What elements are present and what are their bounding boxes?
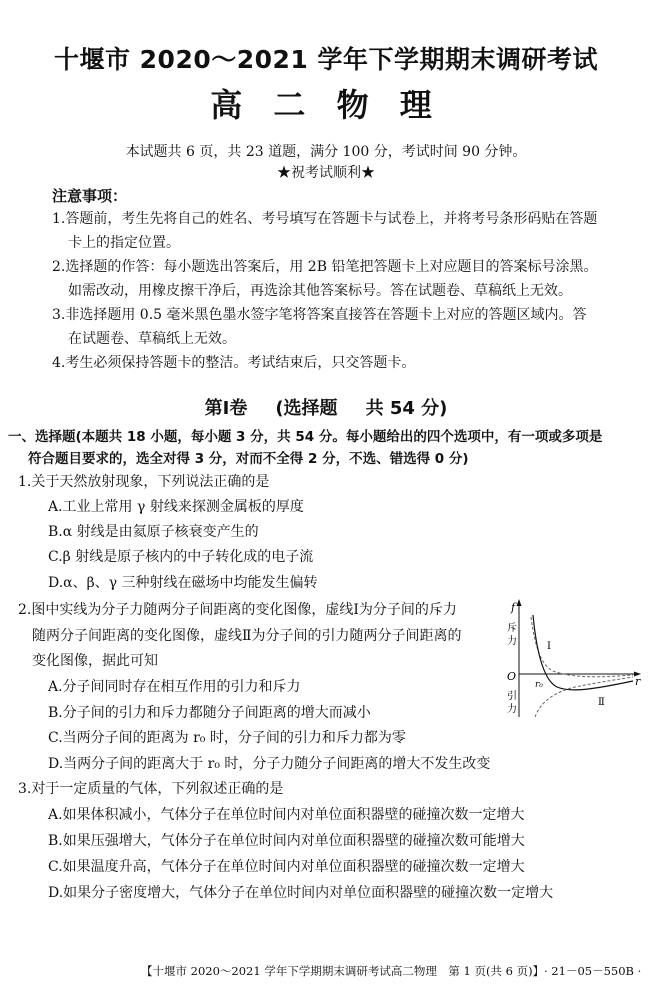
q2-option: A.分子间同时存在相互作用的引力和斥力 xyxy=(48,679,301,695)
q1-option: A.工业上常用 γ 射线来探测金属板的厚度 xyxy=(48,499,304,515)
q1-option: B.α 射线是由氦原子核衰变产生的 xyxy=(48,524,259,540)
q3-option: D.如果分子密度增大，气体分子在单位时间内对单位面积器壁的碰撞次数一定增大 xyxy=(48,885,554,901)
repulsion-label: 力 xyxy=(507,636,517,647)
q2-stem-line: 2.图中实线为分子力随两分子间距离的变化图像，虚线Ⅰ为分子间的斥力 xyxy=(18,602,457,618)
q2-option: B.分子间的引力和斥力都随分子间距离的增大而减小 xyxy=(48,705,371,721)
molecular-force-graph xyxy=(505,597,645,722)
section-name: (选择题 xyxy=(275,398,338,419)
exam-wish: ★祝考试顺利★ xyxy=(277,165,375,181)
q1-option: D.α、β、γ 三种射线在磁场中均能发生偏转 xyxy=(48,575,318,591)
q2-stem-line: 随两分子间距离的变化图像，虚线Ⅱ为分子间的引力随两分子间距离的 xyxy=(32,628,462,644)
r0-label: r₀ xyxy=(535,680,543,690)
subject-title: 高 二 物 理 xyxy=(210,86,442,124)
exam-info: 本试题共 6 页，共 23 道题，满分 100 分，考试时间 90 分钟。 xyxy=(125,144,527,160)
notice-line: 4.考生必须保持答题卡的整洁。考试结束后，只交答题卡。 xyxy=(52,355,416,371)
q2-option: D.当两分子间的距离大于 r₀ 时，分子力随分子间距离的增大不发生改变 xyxy=(48,756,491,772)
instruction-line: 符合题目要求的，选全对得 3 分，对而不全得 2 分，不选、错选得 0 分) xyxy=(28,451,469,467)
notice-heading: 注意事项： xyxy=(52,187,128,205)
q3-option: B.如果压强增大，气体分子在单位时间内对单位面积器壁的碰撞次数可能增大 xyxy=(48,833,525,849)
paper-code: · 21－05－550B · xyxy=(544,964,642,978)
q3-option: A.如果体积减小，气体分子在单位时间内对单位面积器壁的碰撞次数一定增大 xyxy=(48,807,525,823)
instruction-line: 一、选择题(本题共 18 小题，每小题 3 分，共 54 分。每小题给出的四个选项中，有一项或多项是 xyxy=(8,429,603,445)
q2-option: C.当两分子间的距离为 r₀ 时，分子间的引力和斥力都为零 xyxy=(48,730,406,746)
page-footer: 【十堰市 2020～2021 学年下学期期末调研考试高二物理 第 1 页(共 6 页)】 xyxy=(141,964,545,978)
x-axis-label: r xyxy=(635,675,641,688)
notice-line: 在试题卷、草稿纸上无效。 xyxy=(68,331,236,347)
notice-line: 卡上的指定位置。 xyxy=(68,235,180,251)
origin-label: O xyxy=(507,670,517,683)
repulsion-label: 斥 xyxy=(507,623,517,634)
q2-stem-line: 变化图像，据此可知 xyxy=(32,653,158,669)
q3-stem: 3.对于一定质量的气体，下列叙述正确的是 xyxy=(18,781,284,797)
notice-line: 2.选择题的作答：每小题选出答案后，用 2B 铅笔把答题卡上对应题目的答案标号涂黑。 xyxy=(52,259,598,275)
curve-1-label: Ⅰ xyxy=(547,641,551,652)
attraction-label: 引 xyxy=(507,691,517,702)
q1-stem: 1.关于天然放射现象，下列说法正确的是 xyxy=(18,474,270,490)
net-force-curve xyxy=(533,615,633,690)
y-axis-label: f xyxy=(511,601,516,614)
q3-option: C.如果温度升高，气体分子在单位时间内对单位面积器壁的碰撞次数一定增大 xyxy=(48,859,525,875)
notice-line: 如需改动，用橡皮擦干净后，再选涂其他答案标号。答在试题卷、草稿纸上无效。 xyxy=(68,283,572,299)
notice-line: 3.非选择题用 0.5 毫米黑色墨水签字笔将答案直接答在答题卡上对应的答题区域内。答 xyxy=(52,307,587,323)
exam-title: 十堰市 2020～2021 学年下学期期末调研考试 xyxy=(53,45,599,74)
notice-line: 1.答题前，考生先将自己的姓名、考号填写在答题卡与试卷上，并将考号条形码贴在答题 xyxy=(52,211,598,227)
attraction-label: 力 xyxy=(507,704,517,715)
section-score: 共 54 分) xyxy=(365,398,448,419)
curve-2-label: Ⅱ xyxy=(598,697,605,708)
q1-option: C.β 射线是原子核内的中子转化成的电子流 xyxy=(48,549,314,565)
attraction-curve xyxy=(535,677,633,717)
section-title xyxy=(0,400,652,418)
section-part: 第Ⅰ卷 xyxy=(204,398,248,419)
